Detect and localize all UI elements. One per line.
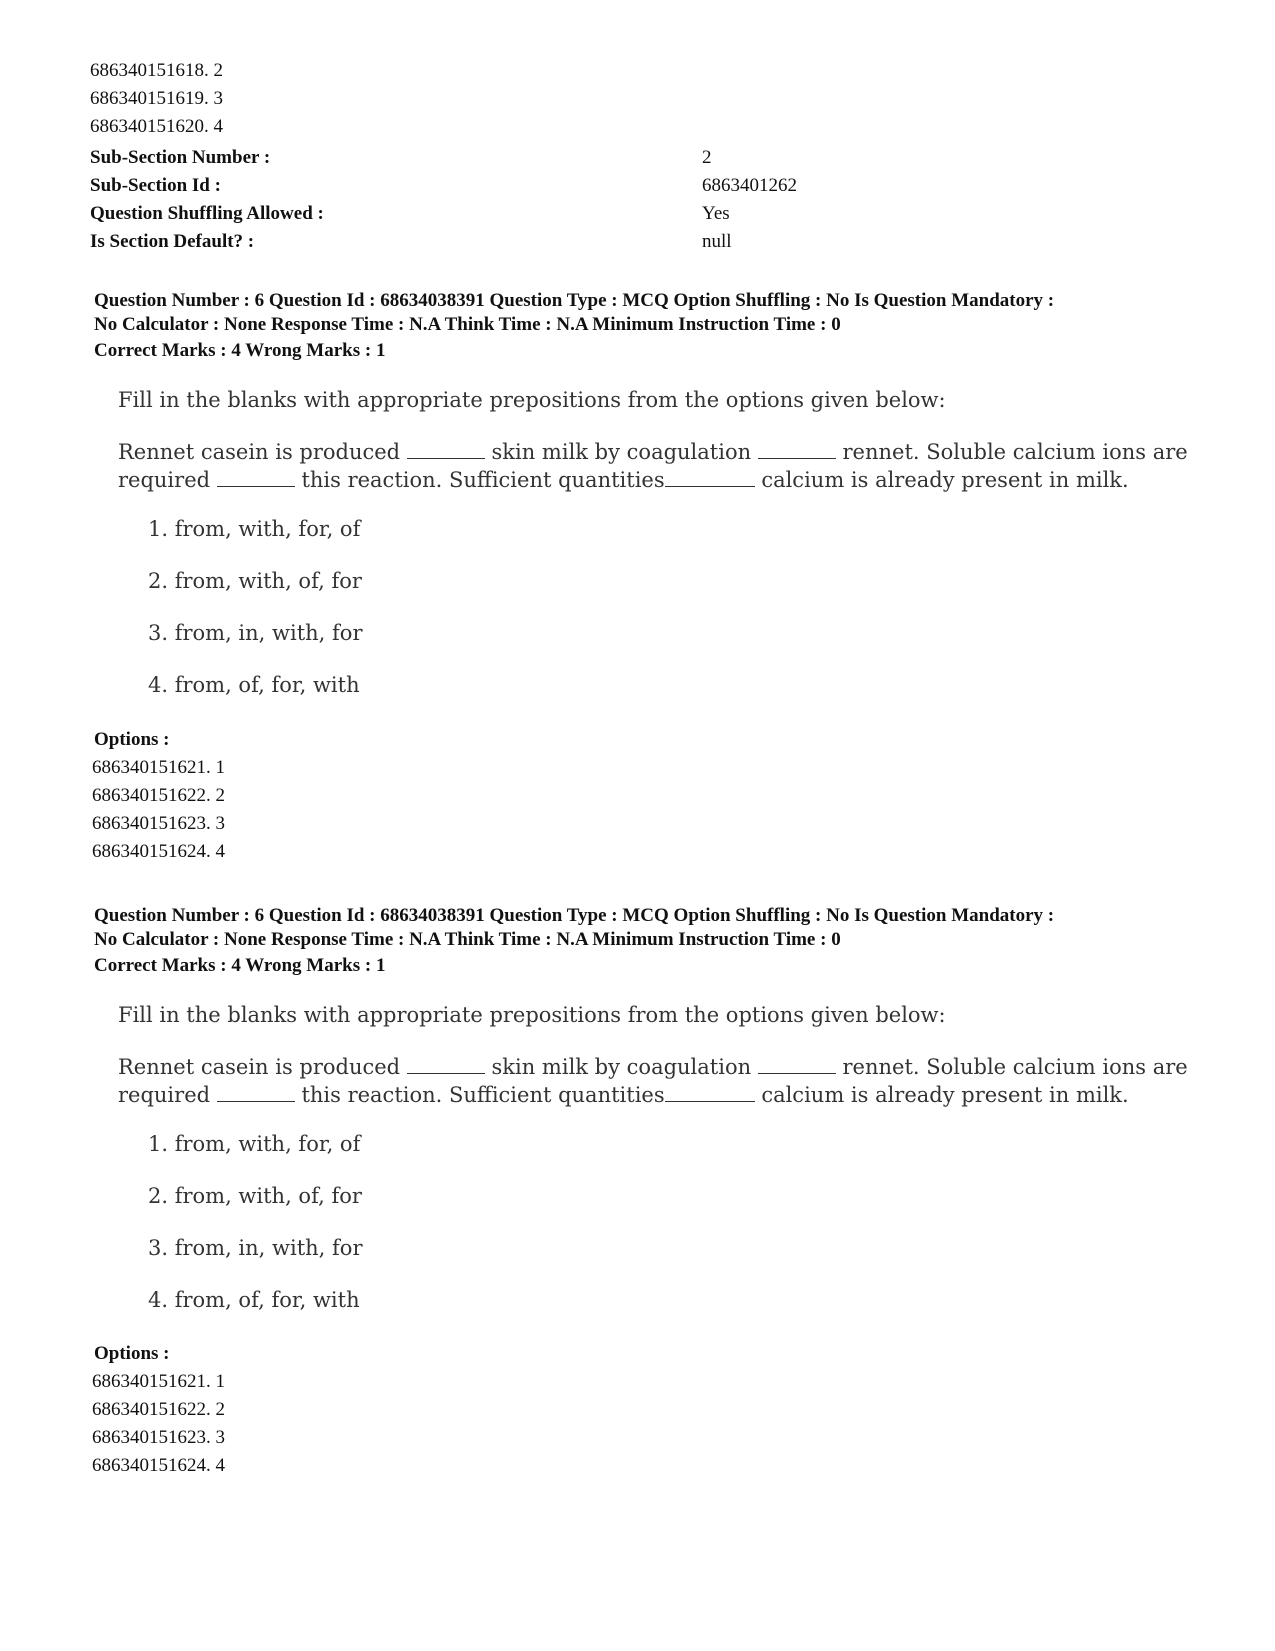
options-title: Options : (94, 1343, 170, 1364)
answer-choice: 1. from, with, for, of (148, 1132, 361, 1156)
blank (407, 1055, 485, 1074)
text-part: calcium is already present in milk. (761, 1083, 1129, 1107)
kv-value: 2 (702, 147, 712, 168)
question-instruction: Fill in the blanks with appropriate prepositions from the options given below: (118, 388, 946, 412)
question-header-line: No Calculator : None Response Time : N.A Think Time : N.A Minimum Instruction Time : 0 (94, 929, 841, 950)
prev-option-item: 686340151620. 4 (90, 116, 223, 137)
text-part: rennet. Soluble calcium ions are (842, 1055, 1188, 1079)
answer-choice: 2. from, with, of, for (148, 569, 362, 593)
option-item: 686340151623. 3 (92, 813, 225, 834)
option-item: 686340151622. 2 (92, 785, 225, 806)
blank (758, 1055, 836, 1074)
kv-key: Sub-Section Id : (90, 175, 221, 196)
text-part: Rennet casein is produced (118, 1055, 401, 1079)
answer-choice: 3. from, in, with, for (148, 1236, 363, 1260)
question-marks: Correct Marks : 4 Wrong Marks : 1 (94, 340, 386, 361)
text-part: this reaction. Sufficient quantities (301, 1083, 665, 1107)
blank (407, 440, 485, 459)
answer-choice: 3. from, in, with, for (148, 621, 363, 645)
option-item: 686340151623. 3 (92, 1427, 225, 1448)
question-marks: Correct Marks : 4 Wrong Marks : 1 (94, 955, 386, 976)
kv-key: Question Shuffling Allowed : (90, 203, 324, 224)
text-part: required (118, 1083, 211, 1107)
text-part: rennet. Soluble calcium ions are (842, 440, 1188, 464)
question-text (118, 438, 1188, 494)
kv-value: null (702, 231, 732, 252)
question-instruction: Fill in the blanks with appropriate prepositions from the options given below: (118, 1003, 946, 1027)
kv-value: 6863401262 (702, 175, 797, 196)
blank (665, 468, 755, 487)
question-header-line: Question Number : 6 Question Id : 68634038391 Question Type : MCQ Option Shuffling : No Is Question Mandatory : (94, 290, 1055, 311)
answer-choice: 4. from, of, for, with (148, 1288, 360, 1312)
text-part: calcium is already present in milk. (761, 468, 1129, 492)
question-header-line: Question Number : 6 Question Id : 68634038391 Question Type : MCQ Option Shuffling : No Is Question Mandatory : (94, 905, 1055, 926)
text-part: required (118, 468, 211, 492)
kv-value: Yes (702, 203, 730, 224)
kv-key: Is Section Default? : (90, 231, 255, 252)
prev-option-item: 686340151619. 3 (90, 88, 223, 109)
answer-choice: 2. from, with, of, for (148, 1184, 362, 1208)
question-header (94, 289, 1214, 337)
option-item: 686340151622. 2 (92, 1399, 225, 1420)
question-header-line: No Calculator : None Response Time : N.A Think Time : N.A Minimum Instruction Time : 0 (94, 314, 841, 335)
answer-choice: 1. from, with, for, of (148, 517, 361, 541)
prev-option-item: 686340151618. 2 (90, 60, 223, 81)
option-item: 686340151621. 1 (92, 1371, 225, 1392)
options-title: Options : (94, 729, 170, 750)
option-item: 686340151624. 4 (92, 841, 225, 862)
text-part: Rennet casein is produced (118, 440, 401, 464)
blank (217, 468, 295, 487)
blank (758, 440, 836, 459)
question-text (118, 1053, 1188, 1109)
option-item: 686340151621. 1 (92, 757, 225, 778)
text-part: this reaction. Sufficient quantities (301, 468, 665, 492)
kv-key: Sub-Section Number : (90, 147, 271, 168)
text-part: skin milk by coagulation (491, 440, 752, 464)
blank (665, 1083, 755, 1102)
answer-choice: 4. from, of, for, with (148, 673, 360, 697)
question-header (94, 904, 1214, 952)
text-part: skin milk by coagulation (491, 1055, 752, 1079)
blank (217, 1083, 295, 1102)
option-item: 686340151624. 4 (92, 1455, 225, 1476)
